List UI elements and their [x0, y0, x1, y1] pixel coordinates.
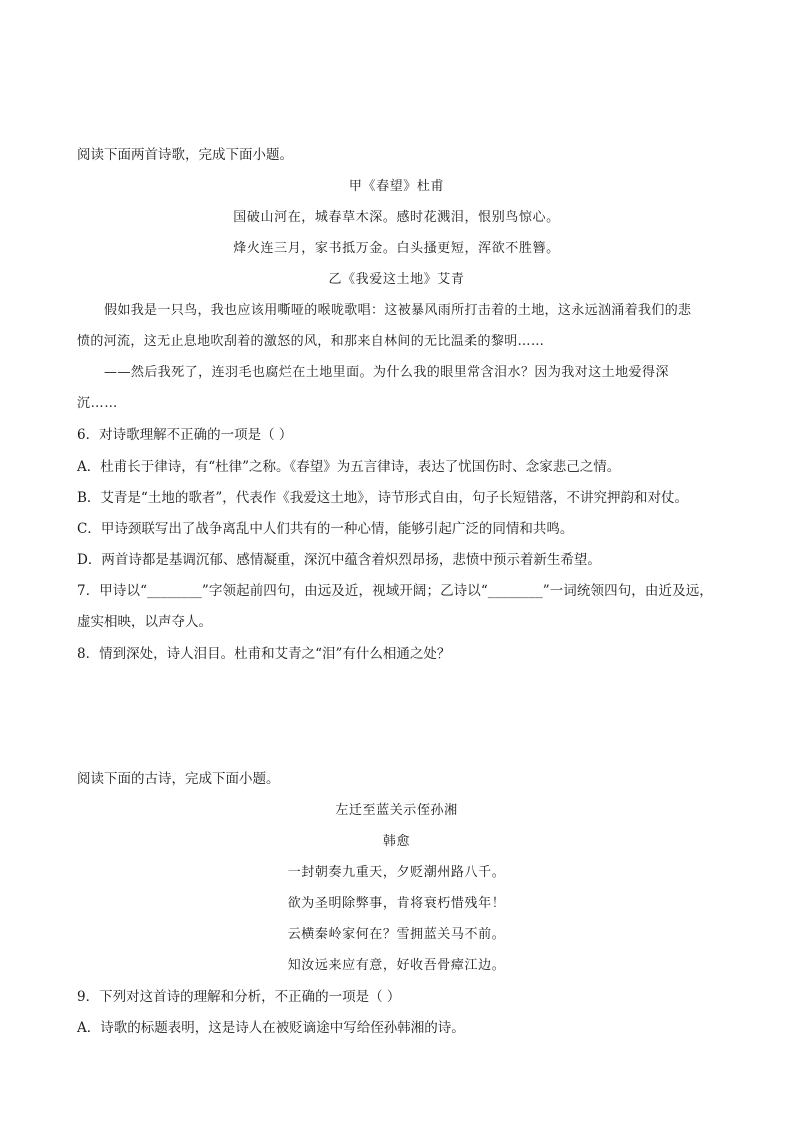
question-9-option-a: A．诗歌的标题表明，这是诗人在被贬谪途中写给侄孙韩湘的诗。: [77, 1020, 465, 1036]
poem3-line-1: 一封朝奏九重天，夕贬潮州路八千。: [287, 865, 506, 880]
question-7-line2: 虚实相映，以声夺人。: [77, 614, 212, 630]
poem2-para2-line1: ——然后我死了，连羽毛也腐烂在土地里面。为什么我的眼里常含泪水？因为我对这土地爱得深: [104, 365, 669, 380]
poem2-title: 乙《我爱这土地》艾青: [328, 272, 465, 287]
question-6-option-c: C．甲诗颈联写出了战争离乱中人们共有的一种心情，能够引起广泛的同情和共鸣。: [77, 521, 574, 537]
question-6-stem: 6．对诗歌理解不正确的一项是（ ）: [77, 427, 293, 443]
poem3-author: 韩愈: [382, 834, 411, 849]
section1-intro: 阅读下面两首诗歌，完成下面小题。: [77, 147, 293, 163]
question-9-stem: 9．下列对这首诗的理解和分析，不正确的一项是（ ）: [77, 989, 401, 1005]
question-6-option-a: A．杜甫长于律诗，有“杜律”之称。《春望》为五言律诗，表达了忧国伤时、念家悲己之情。: [77, 459, 621, 475]
poem3-line-2: 欲为圣明除弊事，肯将衰朽惜残年！: [287, 896, 506, 911]
poem2-para1-line2: 愤的河流，这无止息地吹刮着的激怒的风，和那来自林间的无比温柔的黎明……: [77, 334, 545, 349]
question-6-option-b: B．艾青是“土地的歌者”，代表作《我爱这土地》，诗节形式自由，句子长短错落，不讲究押韵和对仗。: [77, 490, 688, 506]
question-7-line1: 7．甲诗以“________”字领起前四句，由远及近，视域开阔；乙诗以“________”一词统领四句，由近及远，: [77, 583, 713, 599]
poem3-title: 左迁至蓝关示侄孙湘: [335, 803, 458, 818]
poem1-title: 甲《春望》杜甫: [348, 179, 445, 194]
poem3-line-3: 云横秦岭家何在？雪拥蓝关马不前。: [287, 927, 506, 942]
question-6-option-d: D．两首诗都是基调沉郁、感情凝重，深沉中蕴含着炽烈昂扬，悲愤中预示着新生希望。: [77, 552, 601, 568]
poem2-para1-line1: 假如我是一只鸟，我也应该用嘶哑的喉咙歌唱：这被暴风雨所打击着的土地，这永远汹涌着我们的悲: [104, 303, 692, 318]
poem1-line-2: 烽火连三月，家书抵万金。白头搔更短，浑欲不胜簪。: [233, 241, 560, 256]
section2-intro: 阅读下面的古诗，完成下面小题。: [77, 771, 280, 787]
poem1-line-1: 国破山河在，城春草木深。感时花溅泪，恨别鸟惊心。: [233, 210, 560, 225]
question-8-stem: 8．情到深处，诗人泪目。杜甫和艾青之“泪”有什么相通之处？: [77, 646, 451, 662]
poem2-para2-line2: 沉……: [77, 396, 118, 411]
poem3-line-4: 知汝远来应有意，好收吾骨瘴江边。: [287, 958, 506, 973]
